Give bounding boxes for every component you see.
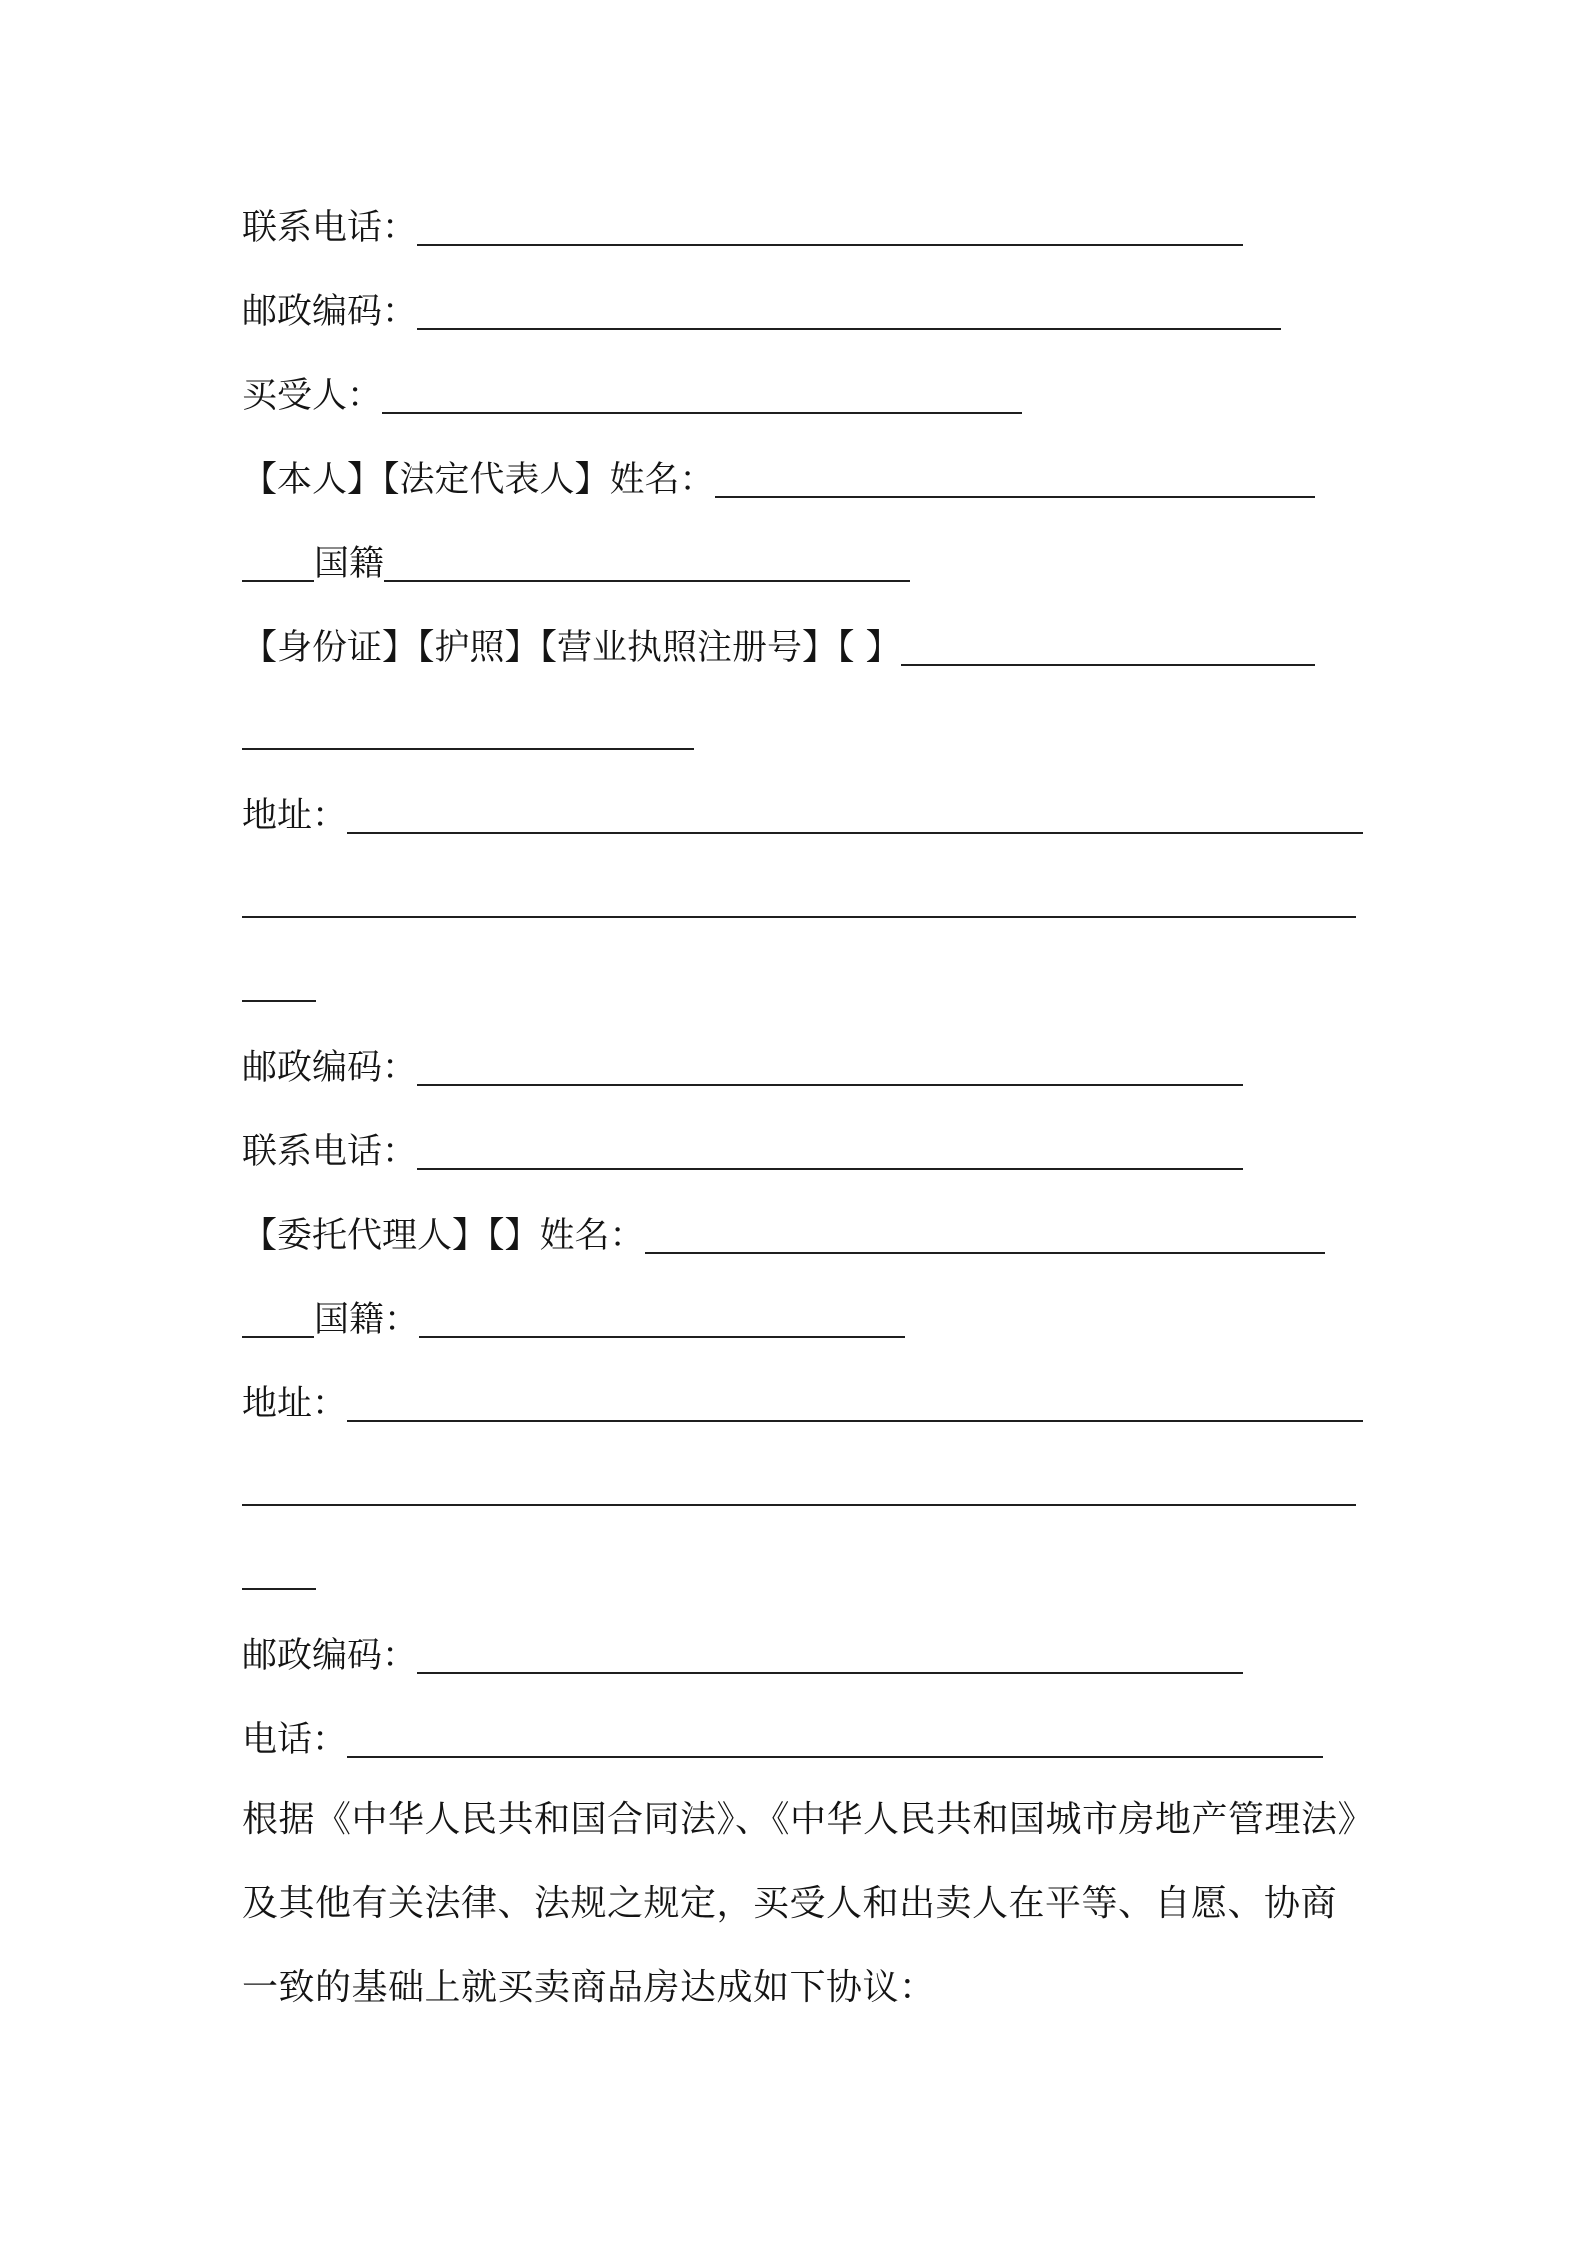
seller-postcode-field[interactable] [417,328,1281,330]
buyer-address-field[interactable] [347,832,1363,834]
buyer-phone-row [242,1124,1243,1176]
buyer-field[interactable] [382,412,1022,414]
seller-phone-row [242,200,1243,252]
agent-address-line2-field[interactable] [242,1504,1356,1506]
buyer-postcode-label: 邮政编码： [242,1048,418,1088]
agent-address-line3-row [242,1544,316,1596]
agent-name-row [242,1208,1325,1260]
buyer-postcode-field[interactable] [417,1084,1243,1086]
buyer-name-label: 【本人】【法定代表人】姓名： [242,460,715,500]
intro-line-1: 根据《中华人民共和国合同法》、《中华人民共和国城市房地产管理法》 [242,1799,1375,1840]
buyer-address-line3-row [242,956,316,1008]
buyer-address-line2-row [242,872,1356,924]
buyer-address-label: 地址： [242,796,348,836]
buyer-phone-label: 联系电话： [242,1132,418,1172]
intro-line-3: 一致的基础上就买卖商品房达成如下协议： [242,1967,936,2008]
buyer-phone-field[interactable] [417,1168,1243,1170]
intro-paragraph [242,1778,1375,2030]
buyer-id-field[interactable] [901,664,1315,666]
buyer-label: 买受人： [242,376,383,416]
agent-phone-row [242,1712,1323,1764]
buyer-address-line2-field[interactable] [242,916,1356,918]
buyer-id-continuation-field[interactable] [242,748,694,750]
agent-nationality-row [242,1292,905,1344]
buyer-nationality-prefix-field[interactable] [242,580,314,582]
agent-address-line2-row [242,1460,1356,1512]
agent-nationality-prefix-field[interactable] [242,1336,314,1338]
buyer-name-row [242,452,1315,504]
agent-address-field[interactable] [347,1420,1363,1422]
agent-nationality-label: 国籍： [314,1300,420,1340]
seller-phone-label: 联系电话： [242,208,418,248]
agent-address-line3-field[interactable] [242,1588,316,1590]
buyer-nationality-field[interactable] [384,580,910,582]
buyer-id-label: 【身份证】【护照】【营业执照注册号】【 】 [242,628,901,668]
agent-address-label: 地址： [242,1384,348,1424]
agent-name-field[interactable] [645,1252,1325,1254]
buyer-name-field[interactable] [715,496,1315,498]
buyer-id-continuation-row [242,704,694,756]
buyer-nationality-label: 国籍 [314,544,385,584]
agent-postcode-field[interactable] [417,1672,1243,1674]
seller-phone-field[interactable] [417,244,1243,246]
seller-postcode-label: 邮政编码： [242,292,418,332]
agent-postcode-row [242,1628,1243,1680]
buyer-address-row [242,788,1363,840]
agent-nationality-field[interactable] [419,1336,905,1338]
agent-name-label: 【委托代理人】【】姓名： [242,1216,645,1256]
buyer-address-line3-field[interactable] [242,1000,316,1002]
agent-phone-label: 电话： [242,1720,348,1760]
seller-postcode-row [242,284,1281,336]
buyer-nationality-row [242,536,910,588]
agent-postcode-label: 邮政编码： [242,1636,418,1676]
agent-address-row [242,1376,1363,1428]
intro-line-2: 及其他有关法律、法规之规定，买受人和出卖人在平等、自愿、协商 [242,1883,1338,1924]
agent-phone-field[interactable] [347,1756,1323,1758]
buyer-row [242,368,1022,420]
buyer-postcode-row [242,1040,1243,1092]
buyer-id-row [242,620,1315,672]
